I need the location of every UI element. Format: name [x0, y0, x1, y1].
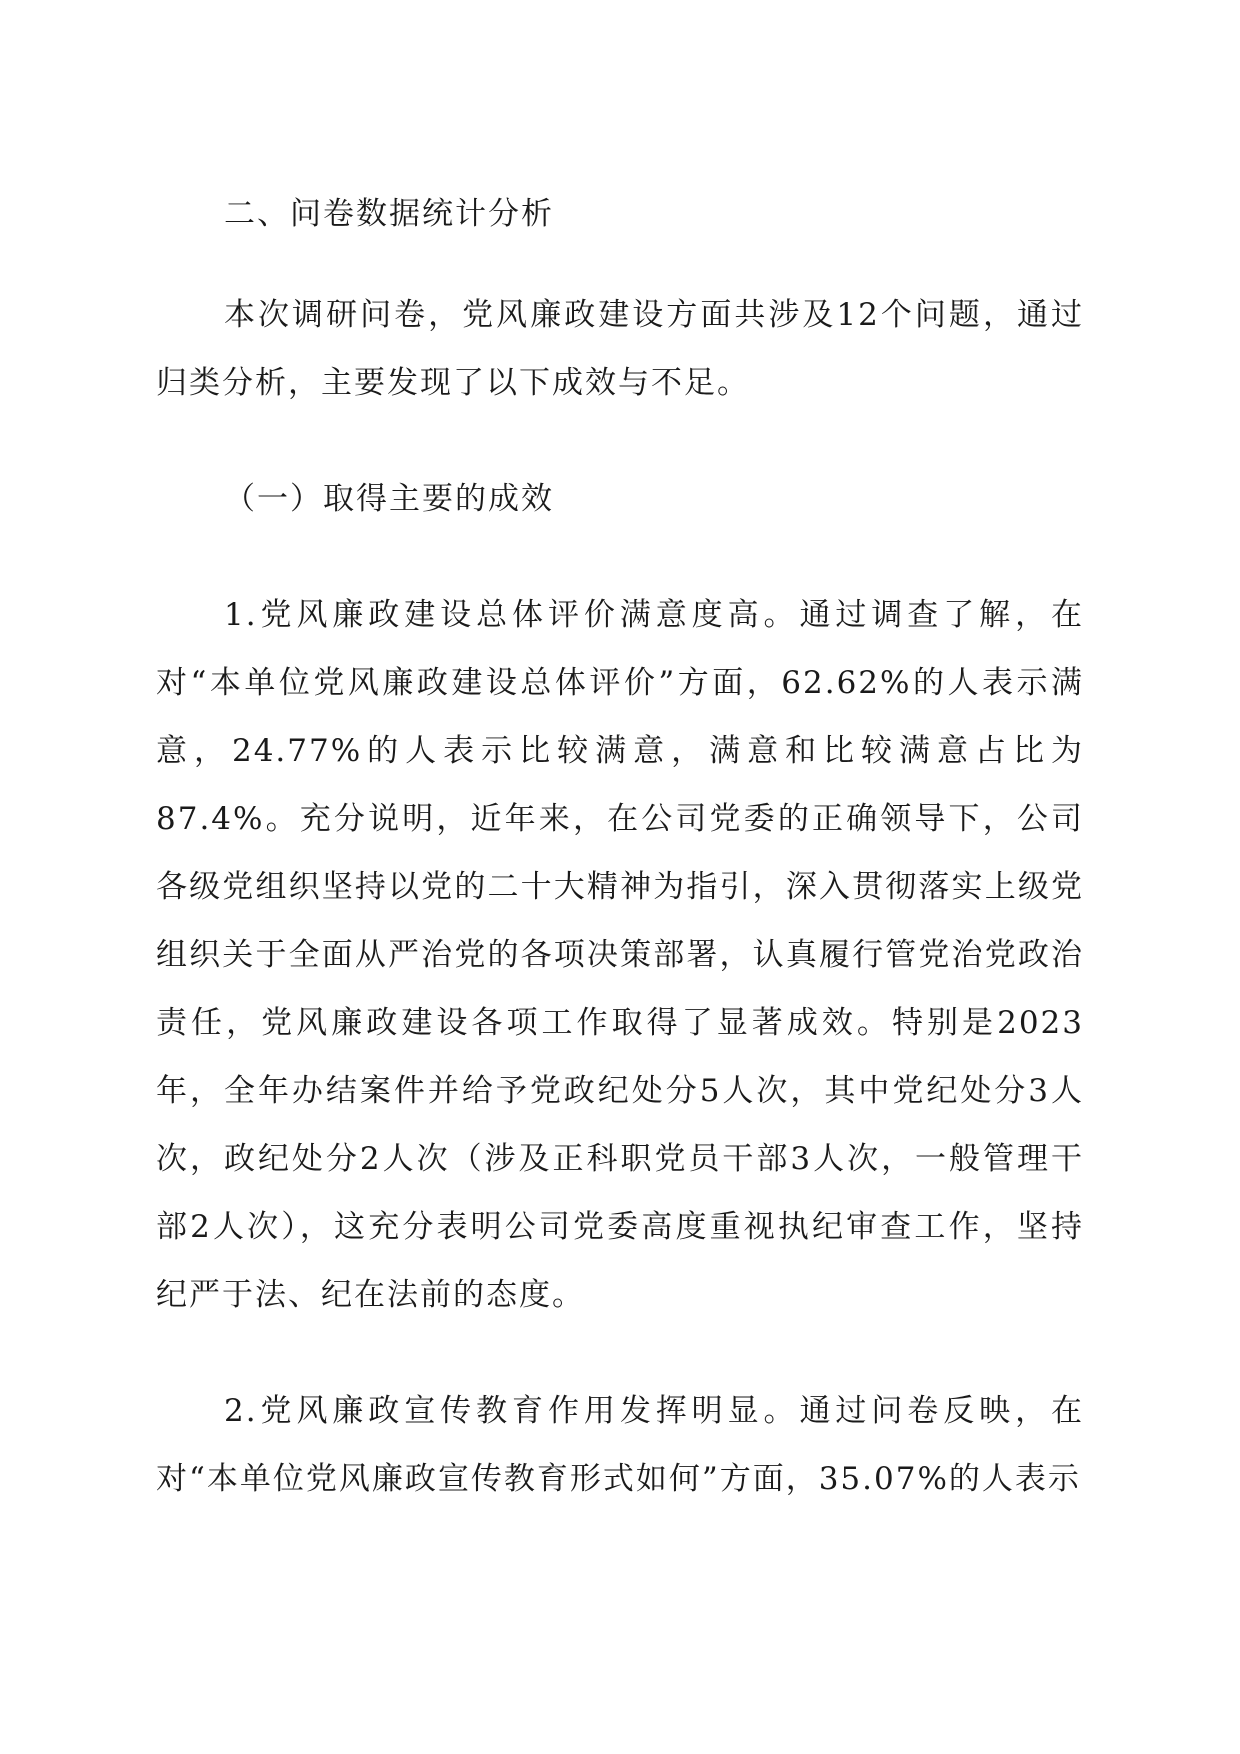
- section-heading: 二、问卷数据统计分析: [224, 196, 554, 232]
- subsection-heading: （一）取得主要的成效: [224, 481, 554, 517]
- intro-paragraph: 本次调研问卷，党风廉政建设方面共涉及12个问题，通过归类分析，主要发现了以下成效与不足。: [156, 297, 1084, 401]
- item-2-paragraph: 2.党风廉政宣传教育作用发挥明显。通过问卷反映，在对“本单位党风廉政宣传教育形式如何”方面，35.07%的人表示: [156, 1393, 1084, 1497]
- document-body: [156, 180, 1084, 1513]
- item-1-paragraph: 1.党风廉政建设总体评价满意度高。通过调查了解，在对“本单位党风廉政建设总体评价”方面，62.62%的人表示满意，24.77%的人表示比较满意，满意和比较满意占比为87.4%。充分说明，近年来，在公司党委的正确领导下，公司各级党组织坚持以党的二十大精神为指引，深入贯彻落实上级党组织关于全面从严治党的各项决策部署，认真履行管党治党政治责任，党风廉政建设各项工作取得了显著成效。特别是2023年，全年办结案件并给予党政纪处分5人次，其中党纪处分3人次，政纪处分2人次（涉及正科职党员干部3人次，一般管理干部2人次），这充分表明公司党委高度重视执纪审查工作，坚持纪严于法、纪在法前的态度。: [156, 597, 1084, 1313]
